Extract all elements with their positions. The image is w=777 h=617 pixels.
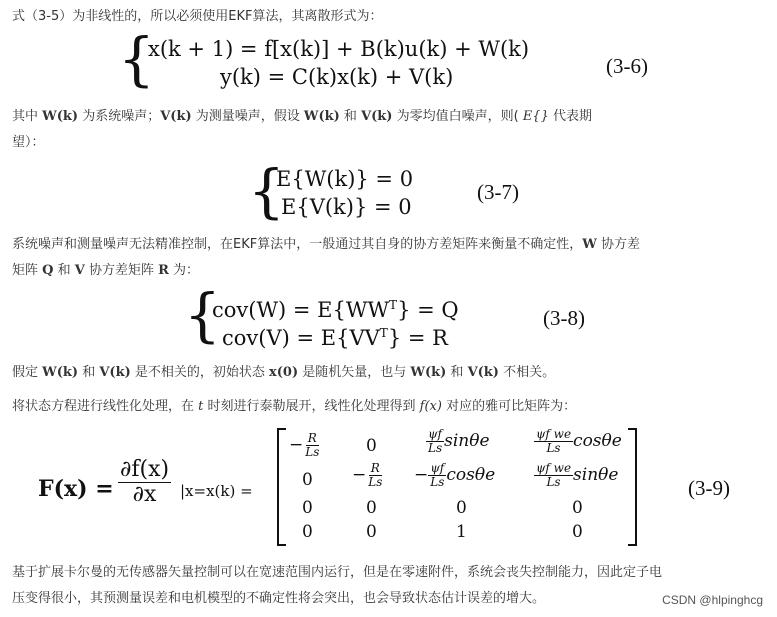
paragraph-noise-def-line2: 望）： <box>12 135 45 150</box>
matrix-cell: 0 <box>366 436 377 456</box>
fraction <box>428 462 446 489</box>
text: 协方差矩阵 <box>84 263 159 278</box>
matrix-cell <box>534 462 618 489</box>
text: 和 <box>53 263 75 278</box>
matrix-cell <box>534 428 622 455</box>
equation-3-7-line2: E{V(k)} = 0 <box>281 195 412 219</box>
fraction <box>426 428 444 455</box>
text: 将状态方程进行线性化处理，在 <box>12 399 199 414</box>
fraction <box>534 462 573 489</box>
matrix-cell <box>352 462 384 489</box>
equation-3-6-line2: y(k) = C(k)x(k) + V(k) <box>220 65 454 89</box>
matrix-cell: 0 <box>302 522 313 542</box>
matrix-bracket-right <box>626 428 638 546</box>
text: 是不相关的，初始状态 <box>130 365 269 380</box>
symbol-fx: f(x) <box>419 399 442 414</box>
matrix-cell <box>426 428 490 455</box>
text: cosθe <box>573 431 622 452</box>
symbol-w: W(k) <box>303 109 340 124</box>
evaluation-bar: |x=x(k) = <box>180 482 253 500</box>
equation-number-3-7: (3-7) <box>477 180 519 204</box>
left-brace: { <box>184 281 221 349</box>
text: sinθe <box>573 465 619 486</box>
symbol-expectation: E{} <box>522 109 549 124</box>
partial-fraction <box>118 458 171 507</box>
denominator: Ls <box>546 441 561 456</box>
fraction <box>118 458 171 507</box>
denominator: Ls <box>305 445 320 460</box>
symbol-w: W(k) <box>42 109 79 124</box>
left-brace: { <box>248 157 285 225</box>
symbol-x0: x(0) <box>269 365 299 380</box>
text: 是随机矢量，也与 <box>298 365 411 380</box>
symbol-r: R <box>158 263 169 278</box>
numerator: R <box>370 461 380 475</box>
matrix-cell: 0 <box>366 498 377 518</box>
matrix-cell: 0 <box>302 498 313 518</box>
text: 对应的雅可比矩阵为： <box>441 399 577 414</box>
text: 为系统噪声； <box>78 109 161 124</box>
text: 协方差 <box>596 237 640 252</box>
text: 时刻进行泰勒展开，线性化处理得到 <box>203 399 420 414</box>
text: 和 <box>446 365 468 380</box>
text: } = R <box>387 326 448 350</box>
symbol-w: W(k) <box>410 365 447 380</box>
paragraph-intro: 式（3-5）为非线性的，所以必须使用EKF算法，其离散形式为： <box>12 9 383 24</box>
text: } = Q <box>397 298 459 322</box>
equation-number-3-8: (3-8) <box>543 306 585 330</box>
equation-number-3-9: (3-9) <box>688 476 730 500</box>
superscript: T <box>379 326 388 340</box>
text: 不相关。 <box>498 365 556 380</box>
denominator: Ls <box>428 441 443 456</box>
text: cov(V) = E{VV <box>222 326 380 350</box>
denominator: ∂x <box>132 482 157 508</box>
text: 和 <box>339 109 362 124</box>
paragraph-conclusion: 基于扩展卡尔曼的无传感器矢量控制可以在宽速范围内运行，但是在零速附件，系统会丧失控制能力，因此定子电 <box>12 565 663 580</box>
fraction <box>534 428 573 455</box>
text: 为测量噪声，假设 <box>191 109 304 124</box>
denominator: Ls <box>430 475 445 490</box>
text: 和 <box>78 365 100 380</box>
equation-3-7-line1: E{W(k)} = 0 <box>276 167 414 191</box>
matrix-cell <box>414 462 495 489</box>
matrix-cell: 1 <box>456 522 467 542</box>
text: 其中 <box>12 109 43 124</box>
text: − <box>352 465 367 486</box>
matrix-cell: 0 <box>302 470 313 490</box>
symbol-v: V <box>74 263 85 278</box>
equation-3-6-line1: x(k + 1) = f[x(k)] + B(k)u(k) + W(k) <box>148 37 530 61</box>
matrix-cell <box>289 432 321 459</box>
matrix-bracket-left <box>276 428 288 546</box>
numerator: R <box>307 431 317 445</box>
text: − <box>414 465 429 486</box>
text: cov(W) = E{WW <box>212 298 390 322</box>
equation-number-3-6: (3-6) <box>606 54 648 78</box>
symbol-w: W(k) <box>42 365 79 380</box>
text: F(x) = <box>38 476 114 502</box>
symbol-v: V(k) <box>99 365 131 380</box>
numerator: ψf <box>428 427 442 441</box>
matrix-cell: 0 <box>366 522 377 542</box>
matrix-cell: 0 <box>572 522 583 542</box>
text: 为： <box>168 263 200 278</box>
text: 代表期 <box>548 109 592 124</box>
symbol-v: V(k) <box>361 109 393 124</box>
text: 假定 <box>12 365 43 380</box>
symbol-v: V(k) <box>467 365 499 380</box>
left-brace: { <box>118 25 155 93</box>
matrix-cell: 0 <box>572 498 583 518</box>
text: − <box>289 435 304 456</box>
numerator: ψf we <box>536 461 572 475</box>
denominator: Ls <box>368 475 383 490</box>
paragraph-conclusion-line2: 压变得很小，其预测量误差和电机模型的不确定性将会突出，也会导致状态估计误差的增大。 <box>12 591 546 606</box>
superscript: T <box>389 298 398 312</box>
text: sinθe <box>444 431 490 452</box>
numerator: ψf <box>430 461 445 475</box>
fraction <box>366 462 384 489</box>
symbol-q: Q <box>42 263 54 278</box>
symbol-w: W <box>582 237 597 252</box>
watermark: CSDN @hlpinghcg <box>662 593 763 607</box>
text: cosθe <box>446 465 496 486</box>
text: 系统噪声和测量噪声无法精准控制，在EKF算法中，一般通过其自身的协方差矩阵来衡量不确定性， <box>12 237 583 252</box>
jacobian-lhs <box>38 476 114 503</box>
text: 为零均值白噪声，则( <box>392 109 523 124</box>
symbol-v: V(k) <box>160 109 192 124</box>
denominator: Ls <box>546 475 561 490</box>
numerator: ψf we <box>536 427 572 441</box>
numerator: ∂f(x) <box>120 457 170 482</box>
matrix-cell: 0 <box>456 498 467 518</box>
symbol-t: t <box>198 399 204 414</box>
fraction <box>303 432 321 459</box>
text: 矩阵 <box>12 263 43 278</box>
